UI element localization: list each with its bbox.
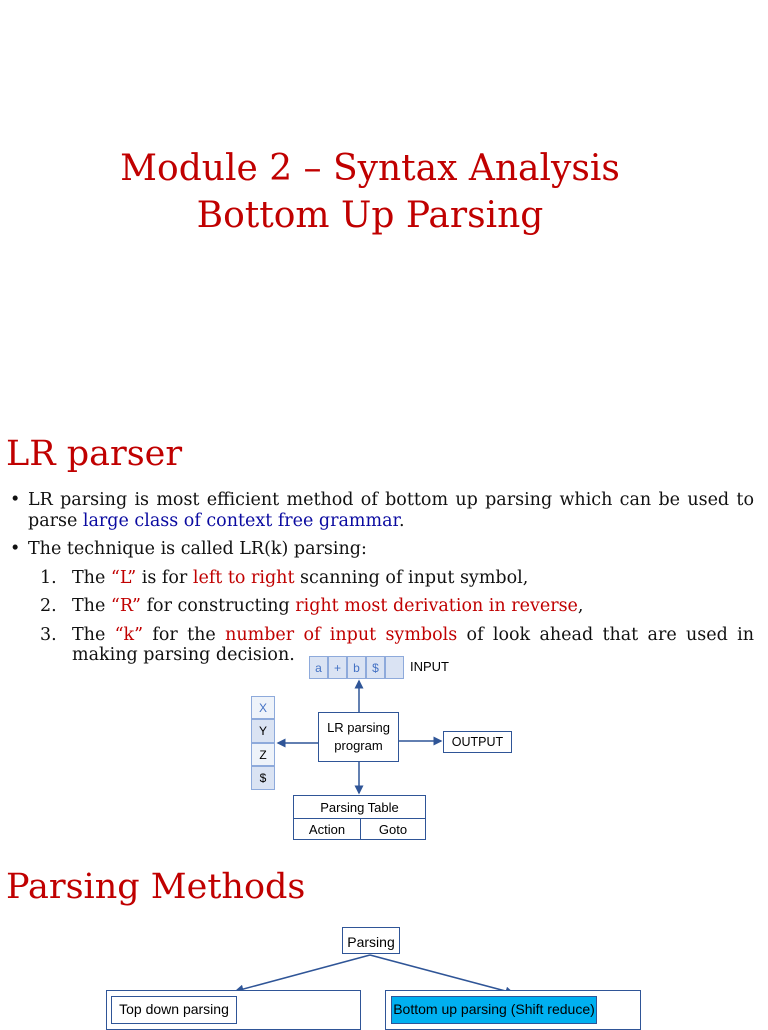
lr-parsing-program-box: LR parsing program xyxy=(318,712,399,762)
input-cell: a xyxy=(309,656,328,679)
parsing-root-box: Parsing xyxy=(342,927,400,954)
heading-lr-parser: LR parser xyxy=(6,434,183,474)
stack-cell: X xyxy=(251,696,275,719)
bottom-up-parsing-box: Bottom up parsing (Shift reduce) xyxy=(391,996,597,1024)
goto-cell: Goto xyxy=(360,818,426,840)
numbered-item-1: 1. The “L” is for left to right scanning of input symbol, xyxy=(40,567,529,588)
numbered-item-3: 3. The “k” for the number of input symbols of look ahead that are used in making parsing decision. xyxy=(40,624,754,665)
highlight-cfg: large class of context free grammar xyxy=(82,510,399,531)
bullet-1: • LR parsing is most efficient method of bottom up parsing which can be used to parse large class of context free grammar. xyxy=(10,490,754,531)
stack-cell: $ xyxy=(251,766,275,790)
stack-cell: Y xyxy=(251,719,275,743)
stack-cell: Z xyxy=(251,743,275,766)
action-cell: Action xyxy=(293,818,361,840)
bullet-2: • The technique is called LR(k) parsing: xyxy=(10,539,367,559)
output-box: OUTPUT xyxy=(443,731,512,753)
parsing-table-box: Parsing Table xyxy=(293,795,426,819)
numbered-item-2: 2. The “R” for constructing right most derivation in reverse, xyxy=(40,596,584,616)
input-cell: $ xyxy=(366,656,385,679)
input-cell: b xyxy=(347,656,366,679)
slide-title-line1: Module 2 – Syntax Analysis xyxy=(120,148,620,189)
input-cell xyxy=(385,656,404,679)
heading-parsing-methods: Parsing Methods xyxy=(6,867,306,907)
top-down-parsing-box: Top down parsing xyxy=(111,996,237,1024)
slide-title-line2: Bottom Up Parsing xyxy=(196,195,544,236)
input-cell: + xyxy=(328,656,347,679)
input-label: INPUT xyxy=(410,659,449,674)
